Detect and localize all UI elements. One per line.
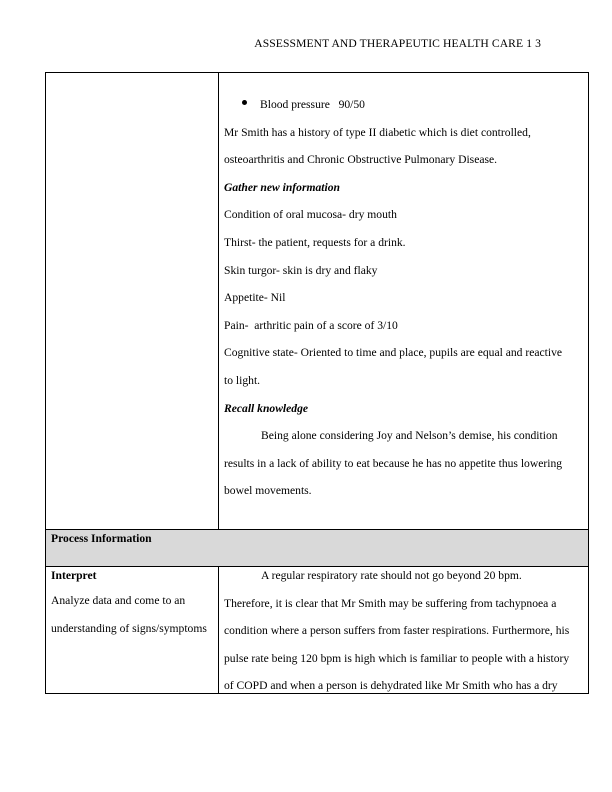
interpret-line: A regular respiratory rate should not go beyond 20 bpm. [261,568,522,582]
gather-item: Thirst- the patient, requests for a drink. [224,235,406,249]
bullet-dot-icon [242,100,247,105]
interpret-line: of COPD and when a person is dehydrated like Mr Smith who has a dry [224,679,558,693]
process-information-row [46,529,589,566]
gather-heading: Gather new information [224,180,340,194]
process-information-label: Process Information [51,531,152,545]
history-line: osteoarthritis and Chronic Obstructive Pulmonary Disease. [224,153,498,167]
interpret-title: Interpret [51,568,97,582]
gather-item: Cognitive state- Oriented to time and place, pupils are equal and reactive [224,346,563,360]
interpret-row [46,566,589,693]
assessment-right-cell [219,73,589,530]
running-head: ASSESSMENT AND THERAPEUTIC HEALTH CARE 1 3 [254,37,541,50]
gather-item: Skin turgor- skin is dry and flaky [224,263,378,277]
assessment-row [46,73,589,530]
interpret-line: condition where a person suffers from faster respirations. Furthermore, his [224,624,570,638]
gather-item: to light. [224,373,261,387]
assessment-left-cell [46,73,219,530]
process-information-cell [46,529,589,566]
history-line: Mr Smith has a history of type II diabetic which is diet controlled, [224,125,531,139]
recall-heading: Recall knowledge [224,401,309,415]
recall-line: Being alone considering Joy and Nelson’s demise, his condition [261,429,558,443]
gather-item: Pain- arthritic pain of a score of 3/10 [224,318,398,332]
gather-item: Appetite- Nil [224,291,286,305]
recall-line: results in a lack of ability to eat because he has no appetite thus lowering [224,456,563,470]
blood-pressure-bullet [224,97,582,125]
interpret-description-line: understanding of signs/symptoms [51,621,207,635]
gather-item: Condition of oral mucosa- dry mouth [224,208,397,222]
interpret-description-line: Analyze data and come to an [51,593,186,607]
blood-pressure-text: Blood pressure 90/50 [260,98,365,111]
recall-line: bowel movements. [224,484,312,498]
interpret-right-cell [219,566,589,693]
interpret-left-cell [46,566,219,693]
care-plan-table [45,72,589,694]
interpret-line: pulse rate being 120 bpm is high which is familiar to people with a history [224,651,570,665]
interpret-line: Therefore, it is clear that Mr Smith may be suffering from tachypnoea a [224,596,557,610]
